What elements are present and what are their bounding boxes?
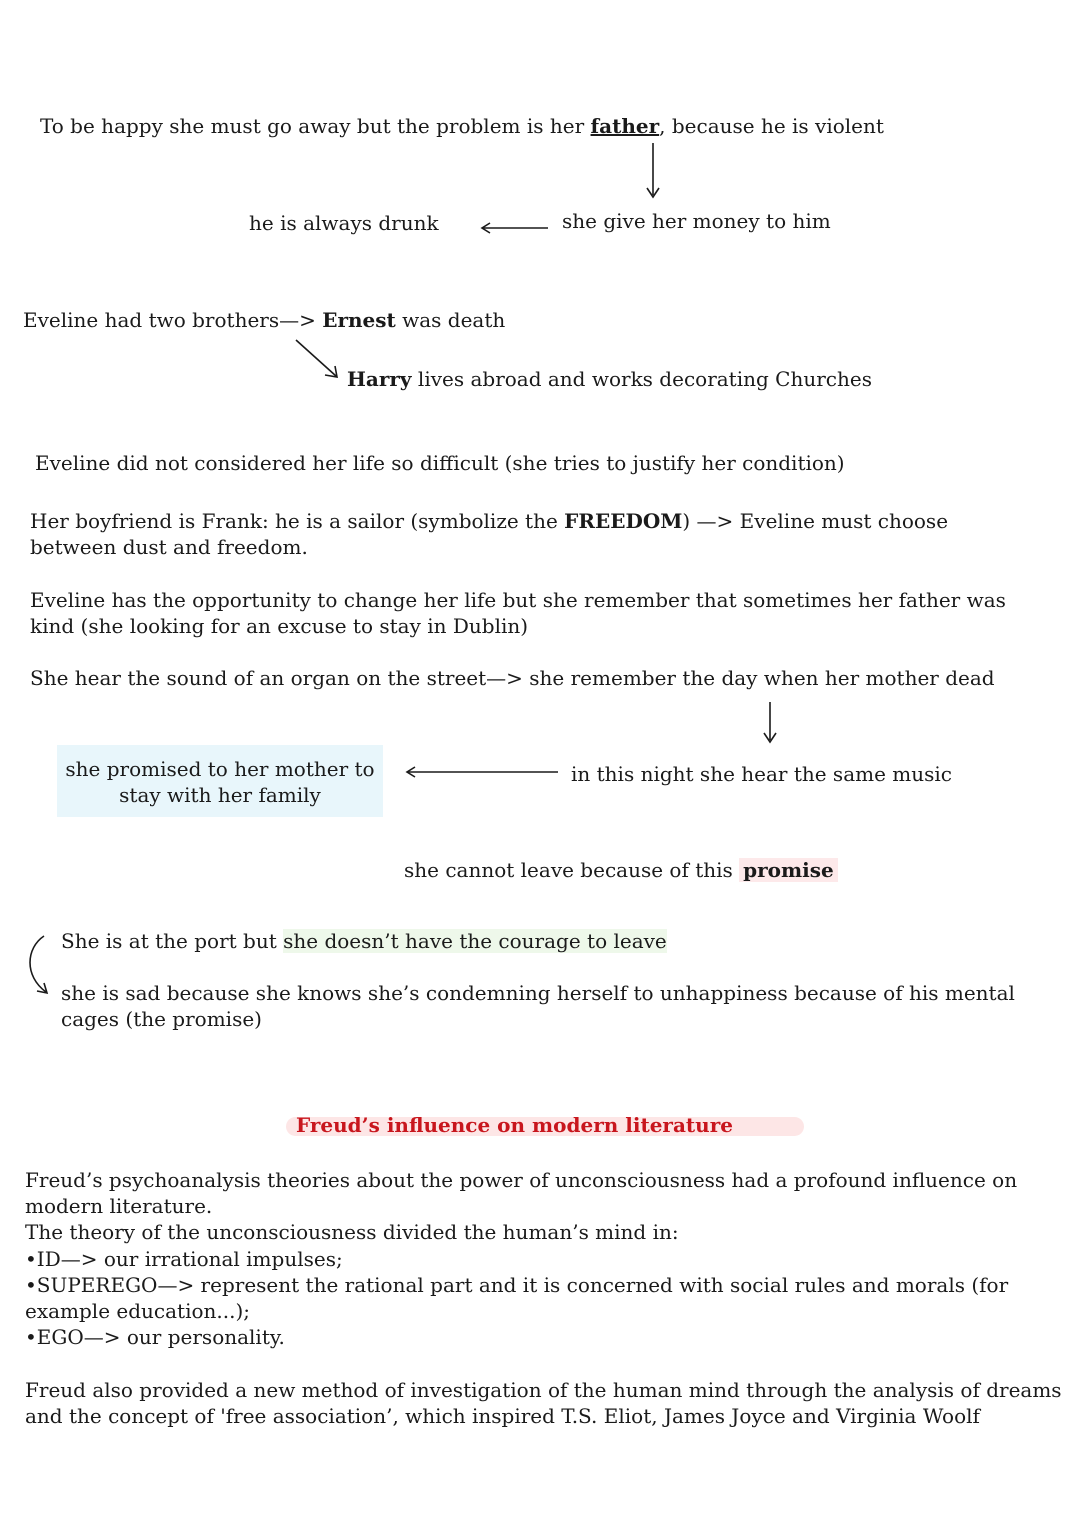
sad-paragraph: she is sad because she knows she’s condemning herself to unhappiness because of his mental cages (the promise) bbox=[61, 981, 1015, 1031]
boyfriend-text: Her boyfriend is Frank: he is a sailor (symbolize the bbox=[30, 509, 565, 533]
cannot-leave-text: she cannot leave because of this bbox=[404, 858, 740, 882]
bullet-ego-text: EGO—> our personality. bbox=[36, 1325, 285, 1349]
justify-paragraph: Eveline did not considered her life so difficult (she tries to justify her condition) bbox=[35, 451, 845, 475]
harry-text: lives abroad and works decorating Churches bbox=[411, 367, 872, 391]
intro-line bbox=[40, 113, 884, 139]
promise-box-text: she promised to her mother to stay with her family bbox=[65, 757, 375, 807]
port-text: She is at the port but bbox=[61, 929, 284, 953]
freud-paragraph-1: Freud’s psychoanalysis theories about the power of unconsciousness had a profound influence on modern literature. bbox=[25, 1168, 1018, 1218]
boyfriend-paragraph bbox=[30, 508, 1030, 560]
drunk-note: he is always drunk bbox=[249, 211, 439, 235]
ernest-text: was death bbox=[395, 308, 506, 332]
diagonal-arrow-icon bbox=[294, 338, 344, 382]
ernest-name: Ernest bbox=[322, 308, 396, 332]
intro-text: To be happy she must go away but the problem is her bbox=[40, 114, 591, 138]
bullet-icon: • bbox=[25, 1273, 37, 1297]
same-music-note: in this night she hear the same music bbox=[571, 762, 952, 786]
boyfriend-text-end: ) —> Eveline must choose between dust and freedom. bbox=[30, 509, 949, 559]
freedom-keyword: FREEDOM bbox=[564, 509, 683, 533]
opportunity-paragraph: Eveline has the opportunity to change her life but she remember that sometimes her father was kind (she looking for an excuse to stay in Dublin) bbox=[30, 588, 1006, 638]
promise-keyword: promise bbox=[739, 858, 838, 882]
bullet-superego bbox=[25, 1272, 1035, 1324]
bullet-id-text: ID—> our irrational impulses; bbox=[36, 1247, 343, 1271]
bullet-superego-text: SUPEREGO—> represent the rational part and it is concerned with social rules and morals (for example education...); bbox=[25, 1273, 1009, 1323]
curved-arrow-icon bbox=[22, 932, 52, 1002]
brothers-line bbox=[23, 307, 505, 333]
brothers-text: Eveline had two brothers—> bbox=[23, 308, 323, 332]
bullet-ego bbox=[25, 1324, 285, 1350]
down-arrow-icon bbox=[643, 143, 663, 201]
freud-title: Freud’s influence on modern literature bbox=[296, 1113, 733, 1137]
port-line bbox=[61, 928, 667, 954]
left-arrow-icon bbox=[480, 220, 550, 236]
courage-highlight: she doesn’t have the courage to leave bbox=[283, 929, 667, 953]
harry-line bbox=[347, 366, 872, 392]
money-note: she give her money to him bbox=[562, 209, 831, 233]
down-arrow-icon bbox=[760, 700, 780, 746]
harry-name: Harry bbox=[347, 367, 412, 391]
cannot-leave-line bbox=[404, 857, 838, 883]
bullet-icon: • bbox=[25, 1325, 37, 1349]
bullet-icon: • bbox=[25, 1247, 37, 1271]
organ-paragraph: She hear the sound of an organ on the street—> she remember the day when her mother dead bbox=[30, 666, 995, 690]
intro-text-end: , because he is violent bbox=[659, 114, 884, 138]
bullet-id bbox=[25, 1246, 343, 1272]
freud-paragraph-2: The theory of the unconsciousness divided the human’s mind in: bbox=[25, 1220, 679, 1244]
freud-paragraph-3: Freud also provided a new method of investigation of the human mind through the analysis of dreams and the concept of 'free association’, which inspired T.S. Eliot, James Joyce and Virginia Woolf bbox=[25, 1378, 1062, 1428]
left-arrow-icon bbox=[405, 764, 560, 780]
father-keyword: father bbox=[590, 114, 660, 138]
